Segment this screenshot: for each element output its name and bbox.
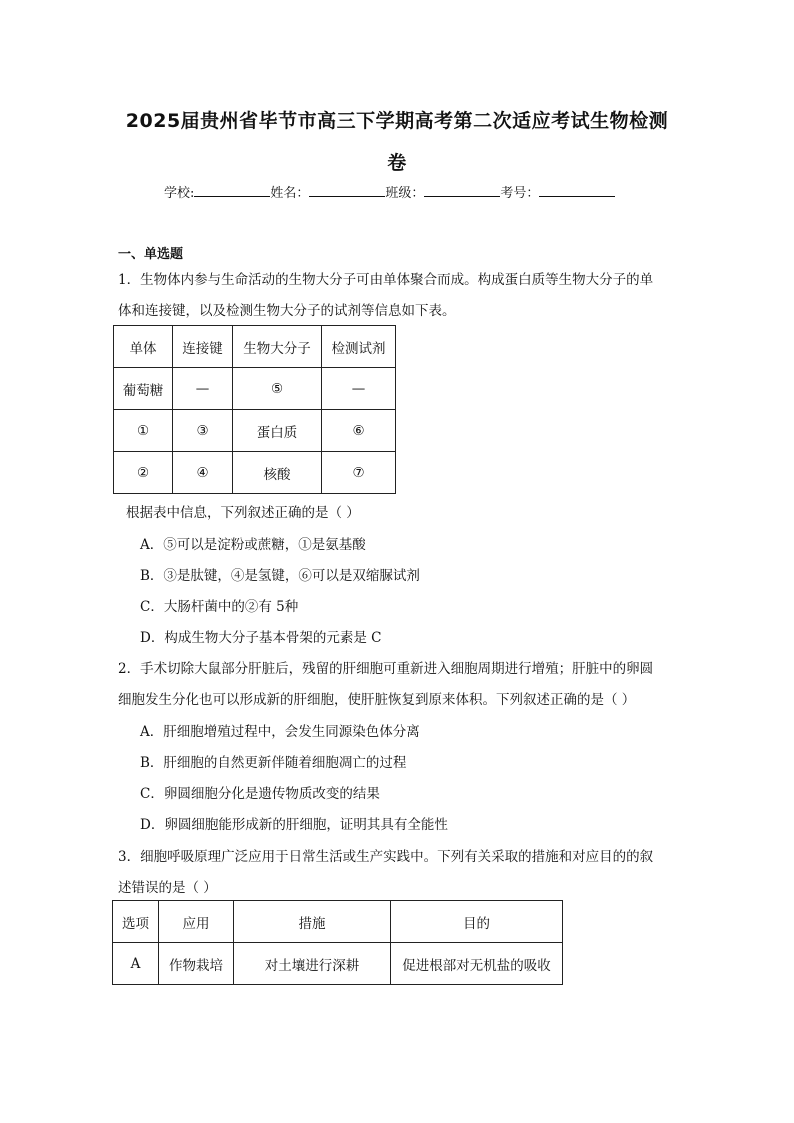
name-blank[interactable] bbox=[309, 184, 385, 197]
name-label: 姓名： bbox=[270, 186, 310, 201]
q1-option-a[interactable]: A．⑤可以是淀粉或蔗糖，①是氨基酸 bbox=[140, 537, 366, 553]
school-label: 学校: bbox=[164, 186, 195, 201]
q2-text-line-1: 2．手术切除大鼠部分肝脏后，残留的肝细胞可重新进入细胞周期进行增殖；肝脏中的卵圆 bbox=[118, 661, 654, 677]
q1-table-header-row bbox=[114, 326, 396, 368]
q1-table-header: 生物大分子 bbox=[233, 326, 322, 368]
q1-table-row bbox=[114, 452, 396, 494]
q1-table-cell: 蛋白质 bbox=[233, 410, 322, 452]
q2-option-c[interactable]: C．卵圆细胞分化是遗传物质改变的结果 bbox=[140, 786, 380, 802]
q1-table-cell: — bbox=[322, 368, 396, 410]
q3-text-line-1: 3．细胞呼吸原理广泛应用于日常生活或生产实践中。下列有关采取的措施和对应目的的叙 bbox=[118, 849, 654, 865]
q3-table-header: 措施 bbox=[234, 901, 391, 943]
q1-option-b[interactable]: B．③是肽键，④是氢键，⑥可以是双缩脲试剂 bbox=[140, 568, 420, 584]
q1-table-cell: — bbox=[173, 368, 233, 410]
q1-table-cell: ⑤ bbox=[233, 368, 322, 410]
q1-table bbox=[113, 325, 396, 494]
q3-table-row bbox=[113, 943, 563, 985]
q1-table-cell: ③ bbox=[173, 410, 233, 452]
exam-no-label: 考号： bbox=[500, 186, 540, 201]
q1-table-row bbox=[114, 410, 396, 452]
exam-no-blank[interactable] bbox=[539, 184, 615, 197]
q1-table-cell: ④ bbox=[173, 452, 233, 494]
q1-stem: 根据表中信息，下列叙述正确的是（ ） bbox=[126, 505, 360, 521]
q3-table-cell: 促进根部对无机盐的吸收 bbox=[391, 943, 563, 985]
class-blank[interactable] bbox=[424, 184, 500, 197]
q1-table-header: 单体 bbox=[114, 326, 173, 368]
q1-option-d[interactable]: D．构成生物大分子基本骨架的元素是 C bbox=[140, 630, 382, 646]
q3-table-cell: A bbox=[113, 943, 159, 985]
q1-table-header: 检测试剂 bbox=[322, 326, 396, 368]
student-info-line bbox=[164, 182, 615, 201]
page-title-line-1: 2025届贵州省毕节市高三下学期高考第二次适应考试生物检测 bbox=[125, 110, 669, 132]
q3-table-header: 应用 bbox=[159, 901, 234, 943]
page-title-line-2: 卷 bbox=[387, 152, 407, 174]
q3-table-cell: 对土壤进行深耕 bbox=[234, 943, 391, 985]
q1-table-cell: ⑦ bbox=[322, 452, 396, 494]
q2-option-a[interactable]: A．肝细胞增殖过程中，会发生同源染色体分离 bbox=[140, 724, 420, 740]
q1-table-cell: ② bbox=[114, 452, 173, 494]
q1-text-line-1: 1．生物体内参与生命活动的生物大分子可由单体聚合而成。构成蛋白质等生物大分子的单 bbox=[118, 272, 654, 288]
q1-table-header: 连接键 bbox=[173, 326, 233, 368]
q1-text-line-2: 体和连接键，以及检测生物大分子的试剂等信息如下表。 bbox=[118, 303, 456, 319]
section-heading: 一、单选题 bbox=[118, 247, 184, 262]
q1-table-row bbox=[114, 368, 396, 410]
q3-table-header-row bbox=[113, 901, 563, 943]
q1-table-cell: 核酸 bbox=[233, 452, 322, 494]
school-blank[interactable] bbox=[194, 184, 270, 197]
q2-option-b[interactable]: B．肝细胞的自然更新伴随着细胞凋亡的过程 bbox=[140, 755, 407, 771]
q1-table-cell: ⑥ bbox=[322, 410, 396, 452]
q1-table-cell: 葡萄糖 bbox=[114, 368, 173, 410]
class-label: 班级： bbox=[385, 186, 425, 201]
q1-option-c[interactable]: C．大肠杆菌中的②有 5种 bbox=[140, 599, 299, 615]
q3-table-header: 目的 bbox=[391, 901, 563, 943]
q3-table bbox=[112, 900, 563, 985]
q2-text-line-2: 细胞发生分化也可以形成新的肝细胞，使肝脏恢复到原来体积。下列叙述正确的是（ ） bbox=[118, 692, 636, 708]
q3-text-line-2: 述错误的是（ ） bbox=[118, 880, 217, 896]
q3-table-cell: 作物栽培 bbox=[159, 943, 234, 985]
q3-table-header: 选项 bbox=[113, 901, 159, 943]
q2-option-d[interactable]: D．卵圆细胞能形成新的肝细胞，证明其具有全能性 bbox=[140, 817, 448, 833]
q1-table-cell: ① bbox=[114, 410, 173, 452]
